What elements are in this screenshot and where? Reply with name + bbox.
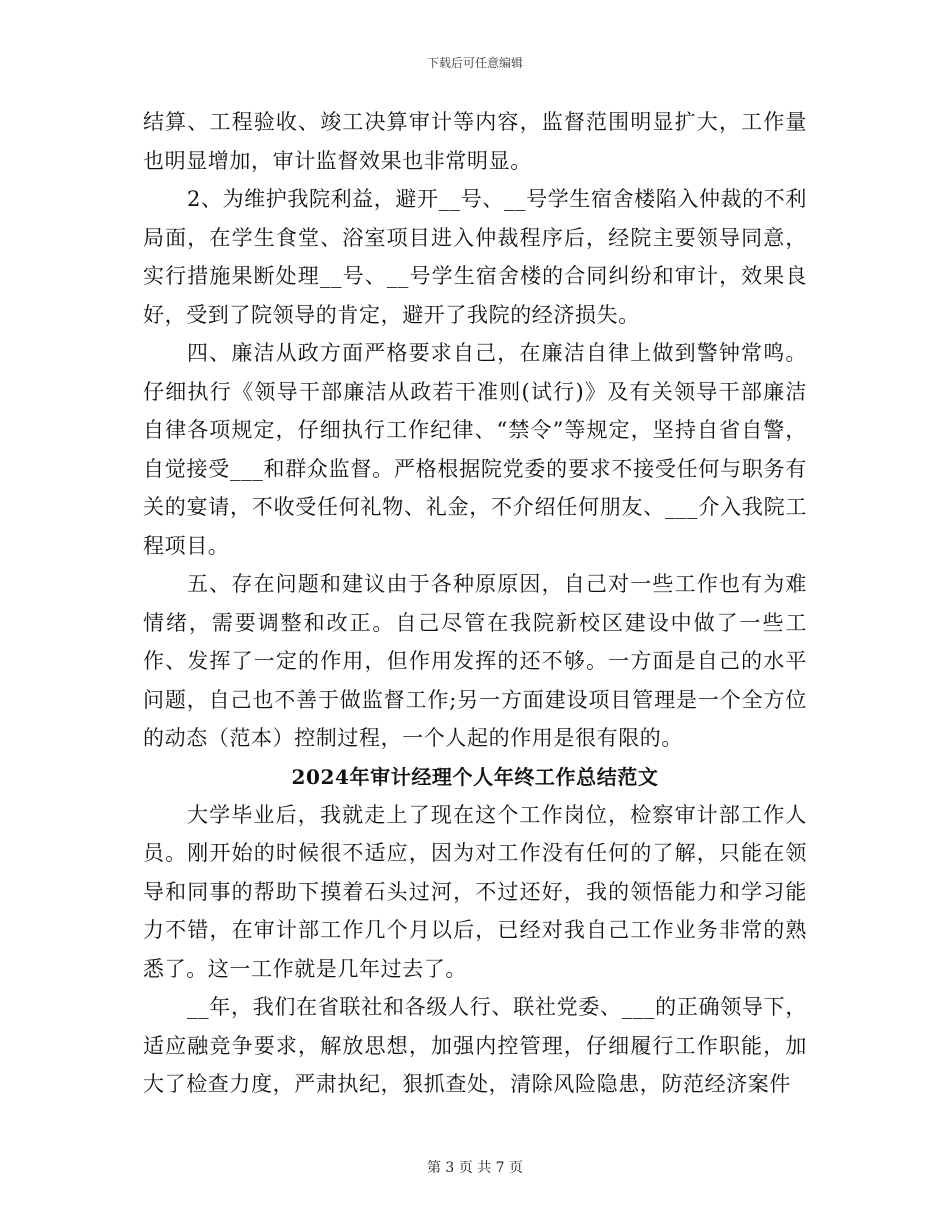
page-number: 第 3 页 共 7 页 xyxy=(426,1160,524,1176)
document-body xyxy=(143,103,807,1104)
paragraph-intro: 大学毕业后，我就走上了现在这个工作岗位，检察审计部工作人员。刚开始的时候很不适应，因为对工作没有任何的了解，只能在领导和同事的帮助下摸着石头过河，不过还好，我的领悟能力和学习能力不错，在审计部工作几个月以后，已经对我自己工作业务非常的熟悉了。这一工作就是几年过去了。 xyxy=(143,802,807,981)
header-note: 下载后可任意编辑 xyxy=(426,56,523,70)
section-title: 2024年审计经理个人年终工作总结范文 xyxy=(291,764,659,789)
paragraph-item-2: 2、为维护我院利益，避开__号、__号学生宿舍楼陷入仲裁的不利局面，在学生食堂、浴室项目进入仲裁程序后，经院主要领导同意，实行措施果断处理__号、__号学生宿舍楼的合同纠纷和审计，效果良好，受到了院领导的肯定，避开了我院的经济损失。 xyxy=(143,187,807,327)
paragraph-continued: 结算、工程验收、竣工决算审计等内容，监督范围明显扩大，工作量也明显增加，审计监督效果也非常明显。 xyxy=(143,110,807,173)
paragraph-year-summary: __年，我们在省联社和各级人行、联社党委、___的正确领导下，适应融竞争要求，解放思想，加强内控管理，仔细履行工作职能，加大了检查力度，严肃执纪，狠抓查处，清除风险隐患，防范经济案件 xyxy=(143,995,807,1096)
paragraph-section-4: 四、廉洁从政方面严格要求自己，在廉洁自律上做到警钟常鸣。仔细执行《领导干部廉洁从政若干准则(试行)》及有关领导干部廉洁自律各项规定，仔细执行工作纪律、“禁令”等规定，坚持自省自警，自觉接受___和群众监督。严格根据院党委的要求不接受任何与职务有关的宴请，不收受任何礼物、礼金，不介绍任何朋友、___介入我院工程项目。 xyxy=(143,341,807,558)
paragraph-section-5: 五、存在问题和建议由于各种原原因，自己对一些工作也有为难情绪，需要调整和改正。自己尽管在我院新校区建设中做了一些工作、发挥了一定的作用，但作用发挥的还不够。一方面是自己的水平问题，自己也不善于做监督工作;另一方面建设项目管理是一个全方位的动态（范本）控制过程，一个人起的作用是很有限的。 xyxy=(143,572,807,750)
